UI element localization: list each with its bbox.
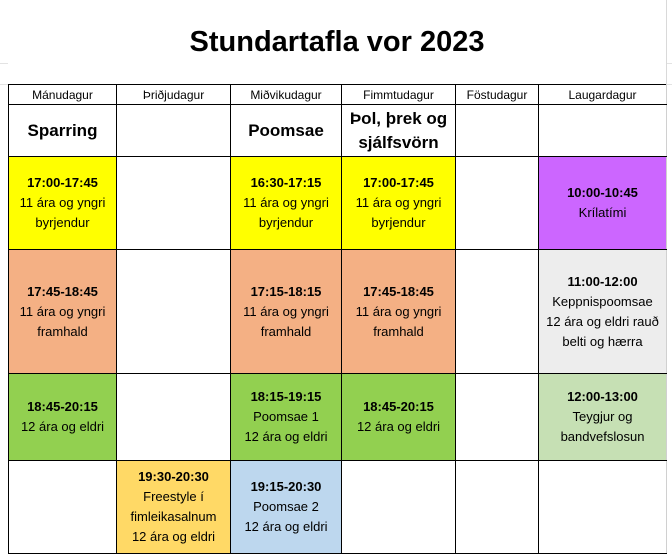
slot-description: Teygjur og — [572, 409, 633, 424]
slot-description: byrjendur — [35, 215, 90, 230]
slot-description: Freestyle í — [143, 489, 204, 504]
slot-description: 12 ára og eldri — [20, 419, 105, 434]
slot-description: 11 ára og yngri — [355, 195, 442, 210]
slot-description: byrjendur — [371, 215, 426, 230]
day-header-friday[interactable]: Föstudagur — [456, 85, 539, 105]
class-slot-thursday[interactable] — [342, 374, 456, 461]
class-slot-wednesday[interactable] — [231, 374, 342, 461]
type-wednesday[interactable]: Poomsae — [231, 105, 342, 157]
empty-cell[interactable] — [456, 157, 539, 250]
day-header-wednesday[interactable]: Miðvikudagur — [231, 85, 342, 105]
slot-description: 12 ára og eldri — [131, 529, 216, 544]
slot-description: framhald — [373, 323, 424, 339]
type-tuesday[interactable] — [117, 105, 231, 157]
slot-description: 12 ára og eldri — [244, 519, 328, 534]
day-header-thursday[interactable]: Fimmtudagur — [342, 85, 456, 105]
slot-time: 19:30-20:30 — [138, 469, 209, 484]
slot-description: belti og hærra — [562, 333, 643, 349]
slot-time: 10:00-10:45 — [567, 185, 638, 200]
class-type-row — [9, 105, 667, 157]
slot-description: Krílatími — [578, 205, 627, 220]
empty-cell[interactable] — [456, 374, 539, 461]
schedule-row — [9, 157, 667, 250]
class-slot-wednesday[interactable] — [231, 250, 342, 374]
slot-time: 17:45-18:45 — [27, 283, 98, 299]
slot-time: 17:00-17:45 — [363, 175, 434, 190]
slot-description: 11 ára og yngri — [19, 303, 106, 319]
slot-description: 12 ára og eldri — [356, 419, 441, 434]
slot-description: framhald — [37, 323, 88, 339]
empty-cell[interactable] — [117, 374, 231, 461]
slot-time: 18:45-20:15 — [363, 399, 434, 414]
empty-cell[interactable] — [342, 461, 456, 554]
slot-description: 11 ára og yngri — [355, 303, 442, 319]
slot-time: 12:00-13:00 — [567, 389, 638, 404]
class-slot-monday[interactable] — [9, 374, 117, 461]
type-saturday[interactable] — [539, 105, 667, 157]
class-slot-monday[interactable] — [9, 250, 117, 374]
class-slot-wednesday[interactable] — [231, 157, 342, 250]
slot-time: 17:00-17:45 — [27, 175, 98, 190]
slot-time: 17:15-18:15 — [250, 283, 322, 299]
class-slot-saturday[interactable] — [539, 374, 667, 461]
empty-cell[interactable] — [456, 461, 539, 554]
empty-cell[interactable] — [117, 250, 231, 374]
slot-description: Keppnispoomsae — [552, 293, 653, 309]
type-friday[interactable] — [456, 105, 539, 157]
schedule-table — [8, 84, 667, 554]
schedule-body — [9, 157, 667, 554]
slot-time: 19:15-20:30 — [250, 479, 322, 494]
empty-cell[interactable] — [117, 157, 231, 250]
slot-description: framhald — [260, 323, 312, 339]
slot-time: 18:45-20:15 — [27, 399, 98, 414]
slot-time: 17:45-18:45 — [363, 283, 434, 299]
slot-description: 11 ára og yngri — [243, 303, 329, 319]
schedule-row — [9, 250, 667, 374]
empty-cell[interactable] — [456, 250, 539, 374]
class-slot-wednesday[interactable] — [231, 461, 342, 554]
slot-description: 11 ára og yngri — [19, 195, 106, 210]
day-header-saturday[interactable]: Laugardagur — [539, 85, 667, 105]
class-slot-thursday[interactable] — [342, 157, 456, 250]
slot-description: Poomsae 1 — [253, 409, 319, 424]
slot-description: Poomsae 2 — [253, 499, 319, 514]
class-slot-thursday[interactable] — [342, 250, 456, 374]
class-slot-saturday[interactable] — [539, 157, 667, 250]
day-header-row — [9, 85, 667, 105]
empty-cell[interactable] — [539, 461, 667, 554]
slot-description: byrjendur — [258, 215, 314, 230]
slot-description: 12 ára og eldri — [244, 429, 328, 444]
schedule-row — [9, 461, 667, 554]
type-monday[interactable]: Sparring — [9, 105, 117, 157]
class-slot-saturday[interactable] — [539, 250, 667, 374]
slot-time: 11:00-12:00 — [567, 273, 638, 289]
class-slot-tuesday[interactable] — [117, 461, 231, 554]
empty-cell[interactable] — [9, 461, 117, 554]
type-thursday[interactable]: Þol, þrek og sjálfsvörn — [342, 105, 456, 157]
day-header-tuesday[interactable]: Þriðjudagur — [117, 85, 231, 105]
slot-description: 11 ára og yngri — [243, 195, 329, 210]
slot-time: 16:30-17:15 — [250, 175, 322, 190]
schedule-row — [9, 374, 667, 461]
slot-time: 18:15-19:15 — [250, 389, 322, 404]
slot-description: fimleikasalnum — [130, 509, 217, 524]
page-title: Stundartafla vor 2023 — [8, 0, 667, 84]
slot-description: 12 ára og eldri rauð — [546, 313, 659, 329]
class-slot-monday[interactable] — [9, 157, 117, 250]
day-header-monday[interactable]: Mánudagur — [9, 85, 117, 105]
slot-description: bandvefslosun — [560, 429, 645, 444]
